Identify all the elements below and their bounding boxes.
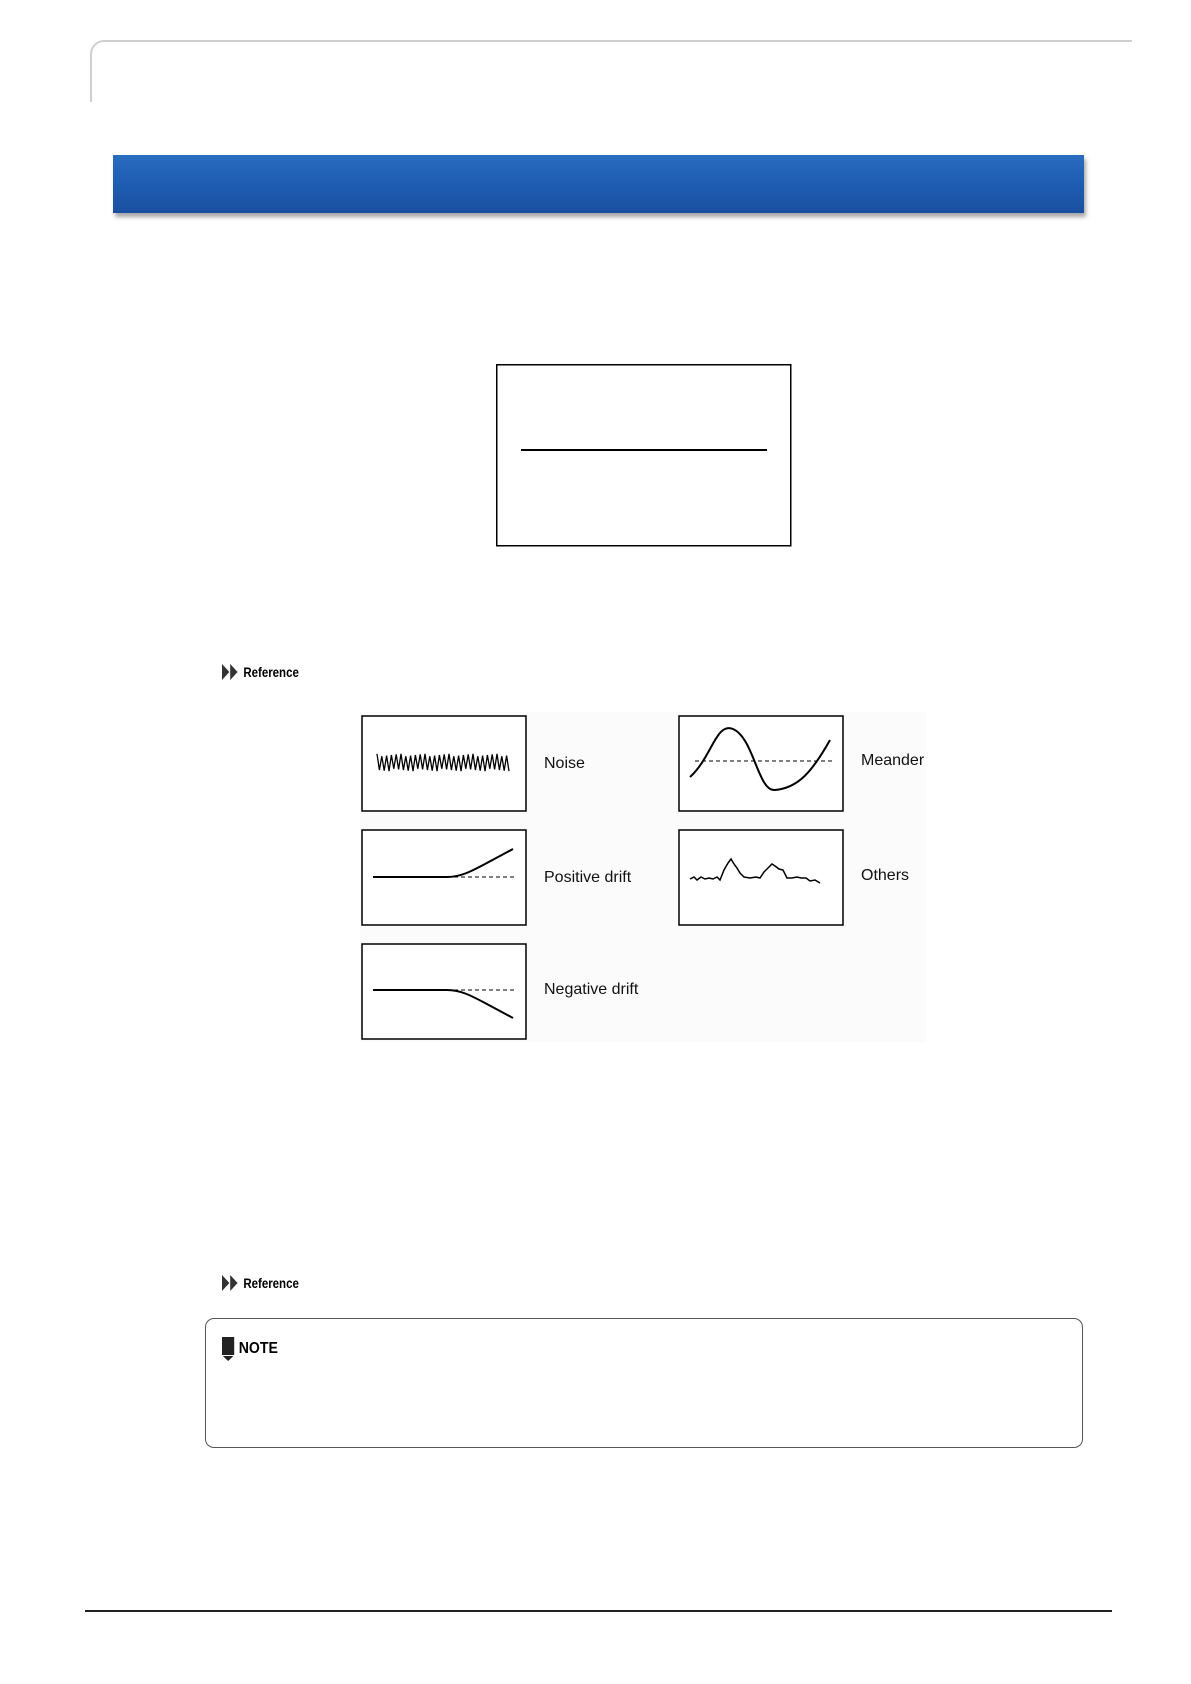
others-label: Others	[861, 867, 910, 884]
meander-waveform-icon	[679, 716, 843, 811]
note-pencil-icon	[222, 1337, 234, 1361]
double-arrow-icon	[222, 663, 240, 681]
meander-label: Meander	[861, 752, 925, 769]
reference-link[interactable]	[222, 663, 299, 681]
section-title-bar	[113, 155, 1084, 213]
reference-label: Reference	[243, 1275, 299, 1291]
note-title: NOTE	[238, 1340, 278, 1357]
double-arrow-icon	[222, 1274, 240, 1292]
others-waveform-icon	[679, 830, 843, 925]
noise-label: Noise	[544, 755, 585, 772]
negative-drift-label: Negative drift	[544, 981, 639, 998]
positive-drift-waveform-icon	[362, 830, 526, 925]
baseline-figure-frame	[497, 365, 791, 546]
noise-waveform-icon	[362, 716, 526, 811]
reference-label: Reference	[243, 664, 299, 680]
waveform-types-figure	[360, 712, 926, 1042]
note-box	[205, 1318, 1083, 1448]
positive-drift-label: Positive drift	[544, 869, 632, 886]
reference-link[interactable]	[222, 1274, 299, 1292]
negative-drift-waveform-icon	[362, 944, 526, 1039]
footer-rule	[85, 1610, 1112, 1612]
stable-baseline-figure	[496, 364, 792, 547]
page-frame	[90, 40, 1132, 102]
note-header	[222, 1337, 278, 1361]
